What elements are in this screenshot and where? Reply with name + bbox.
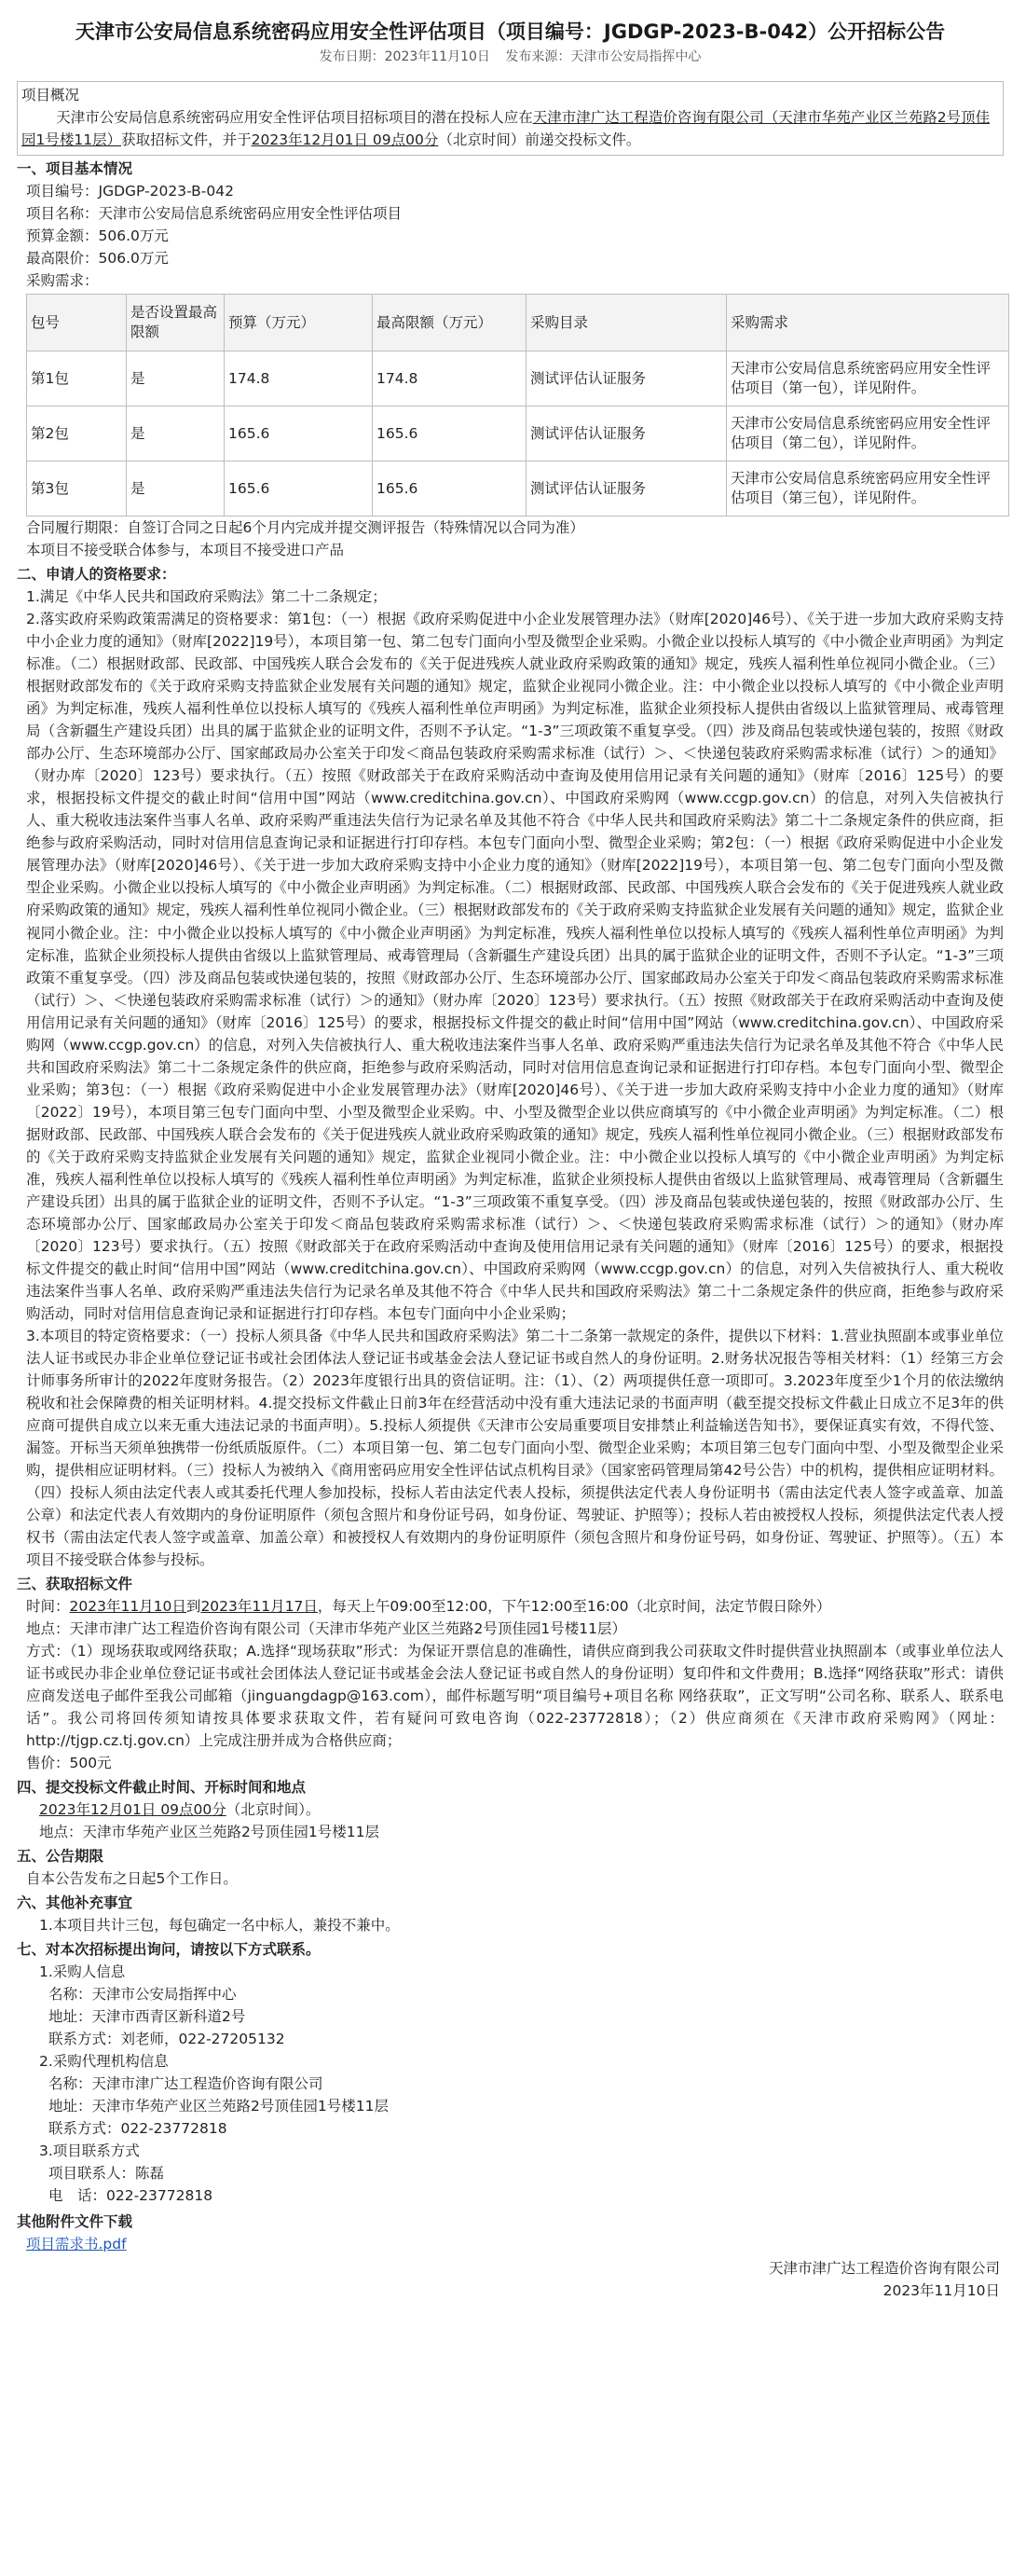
publish-meta [17,48,1004,68]
table-cell: 第1包 [27,351,127,406]
consortium-note: 本项目不接受联合体参与，本项目不接受进口产品 [26,542,345,559]
max-price: 最高限价：506.0万元 [26,250,169,268]
agent-name: 名称：天津市津广达工程造价咨询有限公司 [48,2075,323,2093]
buyer-name: 名称：天津市公安局指挥中心 [48,1986,237,2004]
table-cell: 174.8 [225,351,373,406]
table-cell: 165.6 [225,406,373,461]
table-cell: 174.8 [373,351,527,406]
table-header: 采购需求 [727,295,1009,351]
section-heading: 七、对本次招标提出询问，请按以下方式联系。 [17,1941,321,1959]
table-cell: 165.6 [373,406,527,461]
qualification-1: 1.满足《中华人民共和国政府采购法》第二十二条规定； [26,588,387,606]
signature-date: 2023年11月10日 [882,2282,1000,2300]
section-heading: 六、其他补充事宜 [17,1894,133,1912]
table-cell: 是 [127,406,225,461]
overview-deadline: 2023年12月01日 09点00分 [251,131,439,149]
overview-text: 天津市公安局信息系统密码应用安全性评估项目招标项目的潜在投标人应在天津市津广达工程造价咨询有限公司（天津市华苑产业区兰苑路2号顶佳园1号楼11层）获取招标文件，并于2023年12月01日 09点00分（北京时间）前递交投标文件。 [21,109,991,149]
section-notice-period [17,1845,1004,1890]
section-basic-info [17,158,1004,561]
table-header: 是否设置最高限额 [127,295,225,351]
project-overview-box [17,81,1004,156]
obtain-time: 时间：2023年11月10日到2023年11月17日，每天上午09:00至12:00，下午12:00至16:00（北京时间，法定节假日除外） [26,1597,831,1615]
section-heading: 三、获取招标文件 [17,1575,133,1592]
table-cell: 天津市公安局信息系统密码应用安全性评估项目（第三包），详见附件。 [727,461,1009,517]
signature-org: 天津市津广达工程造价咨询有限公司 [768,2260,1000,2278]
obtain-method: 方式：（1）现场获取或网络获取；A.选择“现场获取”形式：为保证开票信息的准确性，请供应商到我公司获取文件时提供营业执照副本（或事业单位法人证书或民办非企业单位登记证书或社会团体法人登记证书或基金会法人登记证书或自然人的身份证明）复印件和文件费用；B.选择“网络获取”形式：请供应商发送电子邮件至我公司邮箱（jinguangdagp@163.com），邮件标题写明“项目编号+项目名称 网络获取”，正文写明“公司名称、联系人、联系电话”。我公司将回传须知请按具体要求获取文件，若有疑问可致电咨询（022-23772818）；（2）供应商须在《天津市政府采购网》（网址：http://tjgp.cz.tj.gov.cn）上完成注册并成为合格供应商； [26,1643,1004,1750]
page-title: 天津市公安局信息系统密码应用安全性评估项目（项目编号：JGDGP-2023-B-042）公开招标公告 [75,21,946,43]
budget-amount: 预算金额：506.0万元 [26,227,169,245]
table-cell: 天津市公安局信息系统密码应用安全性评估项目（第二包），详见附件。 [727,406,1009,461]
project-name: 项目名称：天津市公安局信息系统密码应用安全性评估项目 [26,205,403,223]
table-header: 最高限额（万元） [373,295,527,351]
table-header-row [27,295,1009,351]
table-cell: 是 [127,461,225,517]
table-cell: 是 [127,351,225,406]
section-deadline [17,1776,1004,1843]
obtain-place: 地点：天津市津广达工程造价咨询有限公司（天津市华苑产业区兰苑路2号顶佳园1号楼11层） [26,1619,626,1637]
table-cell: 第2包 [27,406,127,461]
table-header: 采购目录 [527,295,727,351]
table-cell: 天津市公安局信息系统密码应用安全性评估项目（第一包），详见附件。 [727,351,1009,406]
project-number: 项目编号：JGDGP-2023-B-042 [26,183,234,200]
attachment-link[interactable]: 项目需求书.pdf [26,2236,127,2253]
document-price: 售价：500元 [26,1755,112,1772]
project-contact-phone: 电 话：022-23772818 [48,2187,213,2205]
notice-period-text: 自本公告发布之日起5个工作日。 [26,1870,238,1888]
section-contact [17,1938,1004,2207]
other-matters-text: 1.本项目共计三包，每包确定一名中标人，兼投不兼中。 [39,1917,400,1935]
signature-block [17,2257,1004,2302]
overview-title: 项目概况 [21,87,80,104]
section-other-matters [17,1892,1004,1936]
buyer-address: 地址：天津市西青区新科道2号 [48,2008,246,2026]
table-cell: 165.6 [225,461,373,517]
buyer-contact: 联系方式：刘老师，022-27205132 [48,2031,285,2048]
section-heading: 二、申请人的资格要求： [17,566,176,584]
requirements-table [26,294,1009,517]
table-row [27,406,1009,461]
buyer-heading: 1.采购人信息 [39,1963,126,1981]
section-heading: 一、项目基本情况 [17,160,133,178]
qualification-2: 2.落实政府采购政策需满足的资格要求：第1包：（一）根据《政府采购促进中小企业发展管理办法》（财库[2020]46号）、《关于进一步加大政府采购支持中小企业力度的通知》（财库[2022]19号），本项目第一包、第二包专门面向小型及微型企业采购。小微企业以投标人填写的《中小微企业声明函》为判定标准。（二）根据财政部、民政部、中国残疾人联合会发布的《关于促进残疾人就业政府采购政策的通知》规定，残疾人福利性单位视同小微企业。（三）根据财政部发布的《关于政府采购支持监狱企业发展有关问题的通知》规定，监狱企业视同小微企业。注：中小微企业以投标人填写的《中小微企业声明函》为判定标准，残疾人福利性单位以投标人填写的《残疾人福利性单位声明函》为判定标准，监狱企业须投标人提供由省级以上监狱管理局、戒毒管理局（含新疆生产建设兵团）出具的属于监狱企业的证明文件，否则不予认定。“1-3”三项政策不重复享受。（四）涉及商品包装或快递包装的，按照《财政部办公厅、生态环境部办公厅、国家邮政局办公室关于印发＜商品包装政府采购需求标准（试行）＞、＜快递包装政府采购需求标准（试行）＞的通知》（财办库〔2020〕123号）要求执行。（五）按照《财政部关于在政府采购活动中查询及使用信用记录有关问题的通知》（财库〔2016〕125号）的要求，根据投标文件提交的截止时间“信用中国”网站（www.creditchina.gov.cn）、中国政府采购网（www.ccgp.gov.cn）的信息，对列入失信被执行人、重大税收违法案件当事人名单、政府采购严重违法失信行为记录名单及其他不符合《中华人民共和国政府采购法》第二十二条规定条件的供应商，拒绝参与政府采购活动，同时对信用信息查询记录和证据进行打印存档。本包专门面向小型、微型企业采购；第2包：（一）根据《政府采购促进中小企业发展管理办法》（财库[2020]46号）、《关于进一步加大政府采购支持中小企业力度的通知》（财库[2022]19号），本项目第一包、第二包专门面向小型及微型企业采购。小微企业以投标人填写的《中小微企业声明函》为判定标准。（二）根据财政部、民政部、中国残疾人联合会发布的《关于促进残疾人就业政府采购政策的通知》规定，残疾人福利性单位视同小微企业。（三）根据财政部发布的《关于政府采购支持监狱企业发展有关问题的通知》规定，监狱企业视同小微企业。注：中小微企业以投标人填写的《中小微企业声明函》为判定标准，残疾人福利性单位以投标人填写的《残疾人福利性单位声明函》为判定标准，监狱企业须投标人提供由省级以上监狱管理局、戒毒管理局（含新疆生产建设兵团）出具的属于监狱企业的证明文件，否则不予认定。“1-3”三项政策不重复享受。（四）涉及商品包装或快递包装的，按照《财政部办公厅、生态环境部办公厅、国家邮政局办公室关于印发＜商品包装政府采购需求标准（试行）＞、＜快递包装政府采购需求标准（试行）＞的通知》（财办库〔2020〕123号）要求执行。（五）按照《财政部关于在政府采购活动中查询及使用信用记录有关问题的通知》（财库〔2016〕125号）的要求，根据投标文件提交的截止时间“信用中国”网站（www.creditchina.gov.cn）、中国政府采购网（www.ccgp.gov.cn）的信息，对列入失信被执行人、重大税收违法案件当事人名单、政府采购严重违法失信行为记录名单及其他不符合《中华人民共和国政府采购法》第二十二条规定条件的供应商，拒绝参与政府采购活动，同时对信用信息查询记录和证据进行打印存档。本包专门面向小型、微型企业采购；第3包：（一）根据《政府采购促进中小企业发展管理办法》（财库[2020]46号）、《关于进一步加大政府采购支持中小企业力度的通知》（财库〔2022〕19号），本项目第三包专门面向中型、小型及微型企业采购。中、小型及微型企业以供应商填写的《中小微企业声明函》为判定标准。（二）根据财政部、民政部、中国残疾人联合会发布的《关于促进残疾人就业政府采购政策的通知》规定，残疾人福利性单位视同小微企业。（三）根据财政部发布的《关于政府采购支持监狱企业发展有关问题的通知》规定，监狱企业视同小微企业。注：中小微企业以投标人填写的《中小微企业声明函》为判定标准，残疾人福利性单位以投标人填写的《残疾人福利性单位声明函》为判定标准，监狱企业须投标人提供由省级以上监狱管理局、戒毒管理局（含新疆生产建设兵团）出具的属于监狱企业的证明文件，否则不予认定。“1-3”三项政策不重复享受。（四）涉及商品包装或快递包装的，按照《财政部办公厅、生态环境部办公厅、国家邮政局办公室关于印发＜商品包装政府采购需求标准（试行）＞、＜快递包装政府采购需求标准（试行）＞的通知》（财办库〔2020〕123号）要求执行。（五）按照《财政部关于在政府采购活动中查询及使用信用记录有关问题的通知》（财库〔2016〕125号）的要求，根据投标文件提交的截止时间“信用中国”网站（www.creditchina.gov.cn）、中国政府采购网（www.ccgp.gov.cn）的信息，对列入失信被执行人、重大税收违法案件当事人名单、政府采购严重违法失信行为记录名单及其他不符合《中华人民共和国政府采购法》第二十二条规定条件的供应商，拒绝参与政府采购活动，同时对信用信息查询记录和证据进行打印存档。本包专门面向中小企业采购； [26,611,1004,1322]
section-heading: 五、公告期限 [17,1848,104,1866]
publish-source: 发布来源：天津市公安局指挥中心 [505,49,702,65]
agent-contact: 联系方式：022-23772818 [48,2120,227,2138]
section-qualifications [17,563,1004,1571]
agent-heading: 2.采购代理机构信息 [39,2053,169,2071]
table-cell: 测试评估认证服务 [527,351,727,406]
section-obtain-documents [17,1573,1004,1774]
agent-address: 地址：天津市华苑产业区兰苑路2号顶佳园1号楼11层 [48,2098,389,2115]
table-header: 包号 [27,295,127,351]
deadline-time: 2023年12月01日 09点00分（北京时间）。 [39,1801,321,1819]
table-row [27,461,1009,517]
table-cell: 测试评估认证服务 [527,406,727,461]
attachments-heading: 其他附件文件下载 [17,2213,133,2231]
project-contact-person: 项目联系人：陈磊 [48,2165,165,2183]
table-row [27,351,1009,406]
table-cell: 165.6 [373,461,527,517]
table-header: 预算（万元） [225,295,373,351]
deadline-place: 地点：天津市华苑产业区兰苑路2号顶佳园1号楼11层 [39,1824,379,1841]
publish-date: 发布日期：2023年11月10日 [319,49,490,65]
section-heading: 四、提交投标文件截止时间、开标时间和地点 [17,1779,307,1797]
project-contact-heading: 3.项目联系方式 [39,2142,140,2160]
table-cell: 第3包 [27,461,127,517]
table-cell: 测试评估认证服务 [527,461,727,517]
overview-place: 天津市津广达工程造价咨询有限公司（天津市华苑产业区兰苑路2号顶佳园1号楼11层） [21,109,991,149]
purchase-requirements-label: 采购需求： [26,272,99,290]
contract-period: 合同履行期限：自签订合同之日起6个月内完成并提交测评报告（特殊情况以合同为准） [26,519,584,537]
qualification-3: 3.本项目的特定资格要求：（一）投标人须具备《中华人民共和国政府采购法》第二十二条第一款规定的条件，提供以下材料：1.营业执照副本或事业单位法人证书或民办非企业单位登记证书或社会团体法人登记证书或基金会法人登记证书或自然人的身份证明。2.财务状况报告等相关材料：（1）经第三方会计师事务所审计的2022年度财务报告。（2）2023年度银行出具的资信证明。注：（1）、（2）两项提供任意一项即可。3.2023年度至少1个月的依法缴纳税收和社会保障费的相关证明材料。4.提交投标文件截止日前3年在经营活动中没有重大违法记录的书面声明（截至提交投标文件截止日成立不足3年的供应商可提供自成立以来无重大违法记录的书面声明）。5.投标人须提供《天津市公安局重要项目安排禁止利益输送告知书》，要保证真实有效，不得代签、漏签。开标当天须单独携带一份纸质版原件。（二）本项目第一包、第二包专门面向小型、微型企业采购；本项目第三包专门面向中型、小型及微型企业采购，提供相应证明材料。（三）投标人为被纳入《商用密码应用安全性评估试点机构目录》（国家密码管理局第42号公告）中的机构，提供相应证明材料。（四）投标人须由法定代表人或其委托代理人参加投标，投标人若由法定代表人投标，须提供法定代表人身份证明书（需由法定代表人签字或盖章、加盖公章）和法定代表人有效期内的身份证明原件（须包含照片和身份证号码，如身份证、驾驶证、护照等）；投标人若由被授权人投标，须提供法定代表人授权书（需由法定代表人签字或盖章、加盖公章）和被授权人有效期内的身份证明原件（须包含照片和身份证号码，如身份证、驾驶证、护照等）。（五）本项目不接受联合体参与投标。 [26,1327,1004,1568]
